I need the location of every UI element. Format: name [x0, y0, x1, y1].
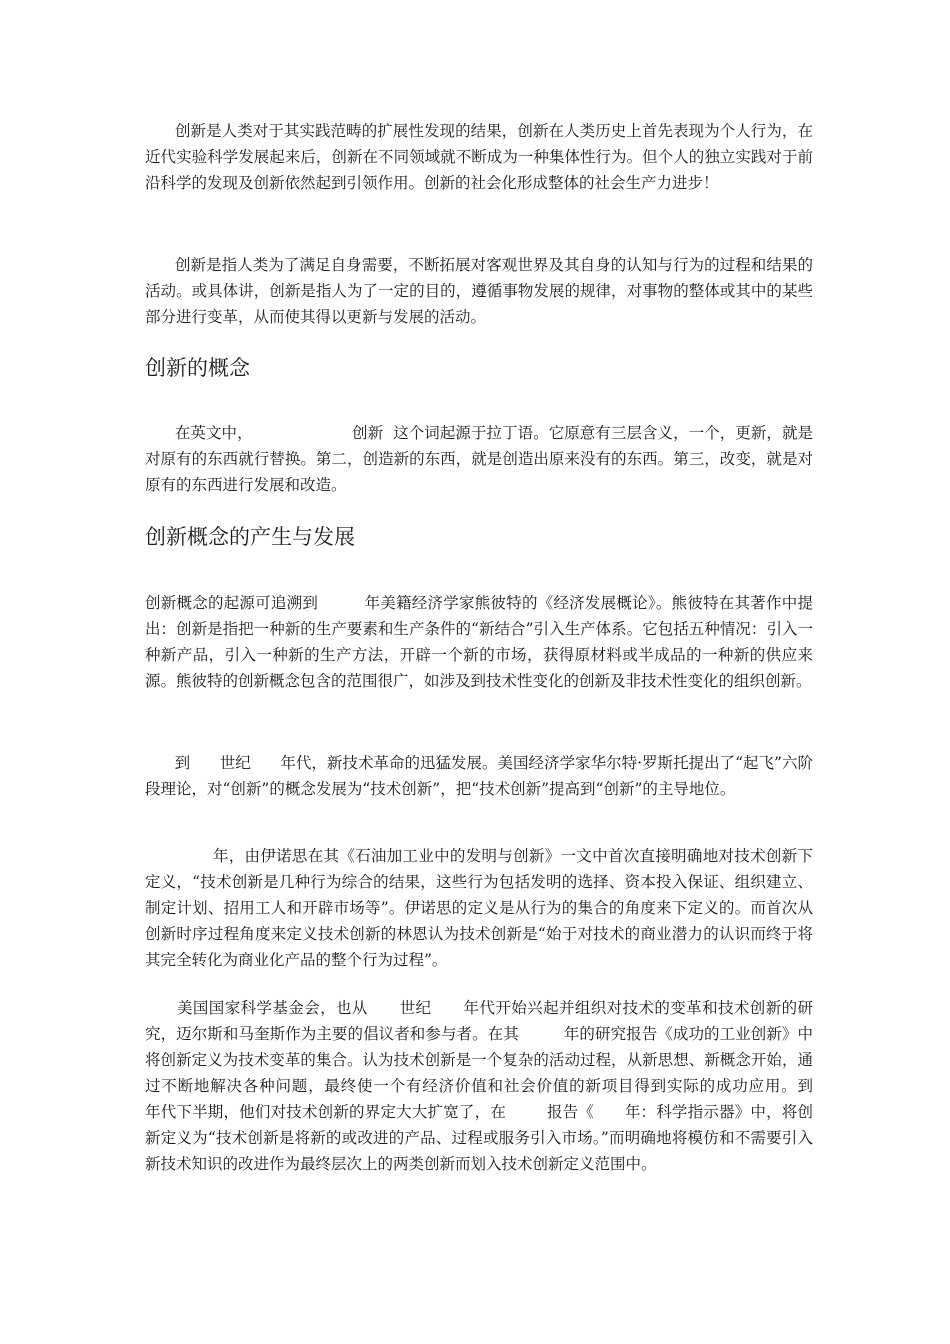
paragraph-enos: 年，由伊诺思在其《石油加工业中的发明与创新》一文中首次直接明确地对技术创新下定义，“技术创新是几种行为综合的结果，这些行为包括发明的选择、资本投入保证、组织建立、制定计划、招用工人和开辟市场等”。伊诺思的定义是从行为的集合的角度来下定义的。而首次从创新时序过程角度来定义技术创新的林恩认为技术创新是“始于对技术的商业潜力的认识而终于将其完全转化为商业化产品的整个行为过程”。 — [145, 847, 813, 969]
paragraph-definition: 创新是指人类为了满足自身需要，不断拓展对客观世界及其自身的认知与行为的过程和结果的活动。或具体讲，创新是指人为了一定的目的，遵循事物发展的规律，对事物的整体或其中的某些部分进行变革，从而使其得以更新与发展的活动。 — [145, 256, 813, 326]
paragraph-rostow: 到 世纪 年代，新技术革命的迅猛发展。美国经济学家华尔特·罗斯托提出了“起飞”六阶段理论，对“创新”的概念发展为“技术创新”，把“技术创新”提高到“创新”的主导地位。 — [145, 754, 814, 798]
paragraph-etymology: 在英文中， 创新 这个词起源于拉丁语。它原意有三层含义，一个，更新，就是对原有的东西就行替换。第二，创造新的东西，就是创造出原来没有的东西。第三，改变，就是对原有的东西进行发展和改造。 — [145, 424, 814, 494]
heading-concept: 创新的概念 — [145, 356, 250, 380]
paragraph-intro: 创新是人类对于其实践范畴的扩展性发现的结果，创新在人类历史上首先表现为个人行为，在近代实验科学发展起来后，创新在不同领域就不断成为一种集体性行为。但个人的独立实践对于前沿科学的发现及创新依然起到引领作用。创新的社会化形成整体的社会生产力进步！ — [145, 122, 813, 192]
paragraph-schumpeter: 创新概念的起源可追溯到 年美籍经济学家熊彼特的《经济发展概论》。熊彼特在其著作中提出：创新是指把一种新的生产要素和生产条件的“新结合”引入生产体系。它包括五种情况：引入一种新产品，引入一种新的生产方法，开辟一个新的市场，获得原材料或半成品的一种新的供应来源。熊彼特的创新概念包含的范围很广，如涉及到技术性变化的创新及非技术性变化的组织创新。 — [145, 594, 813, 690]
paragraph-nsf: 美国国家科学基金会，也从 世纪 年代开始兴起并组织对技术的变革和技术创新的研究，迈尔斯和马奎斯作为主要的倡议者和参与者。在其 年的研究报告《成功的工业创新》中将创新定义为技术变革的集合。认为技术创新是一个复杂的活动过程，从新思想、新概念开始，通过不断地解决各种问题，最终使一个有经济价值和社会价值的新项目得到实际的成功应用。到 年代下半期，他们对技术创新的界定大大扩宽了，在 报告《 年：科学指示器》中，将创新定义为“技术创新是将新的或改进的产品、过程或服务引入市场。”而明确地将模仿和不需要引入新技术知识的改进作为最终层次上的两类创新而划入技术创新定义范围中。 — [145, 999, 843, 1173]
heading-origin-development: 创新概念的产生与发展 — [145, 525, 355, 549]
